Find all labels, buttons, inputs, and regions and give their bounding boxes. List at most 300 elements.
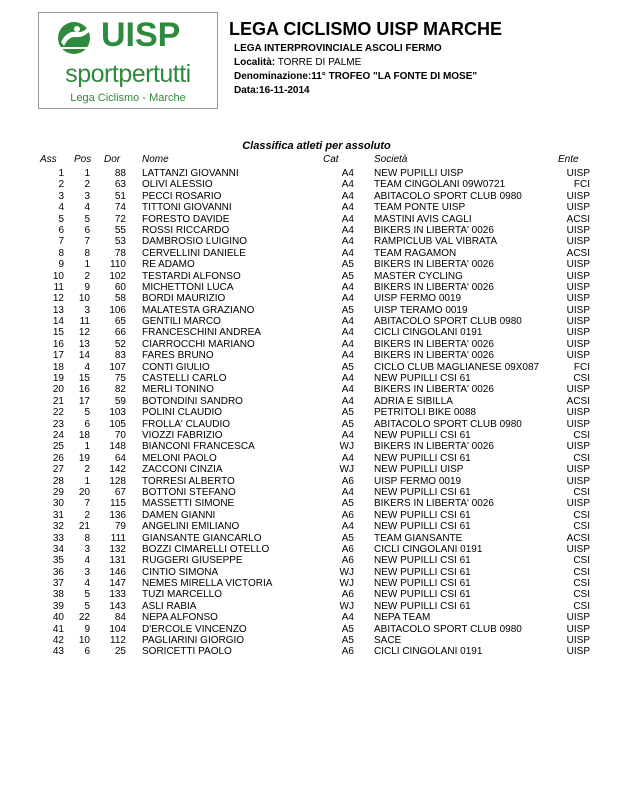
- team-name: NEW PUPILLI UISP: [374, 464, 464, 476]
- organization: UISP: [566, 304, 590, 316]
- team-name: BIKERS IN LIBERTA' 0026: [374, 441, 494, 453]
- table-row: [0, 191, 633, 202]
- athlete-name: MERLI TONINO: [142, 384, 214, 396]
- rank-category: 20: [78, 486, 90, 498]
- bib-number: 147: [109, 578, 126, 590]
- date-label: Data:: [234, 85, 260, 96]
- rank-category: 3: [84, 304, 90, 316]
- category: A4: [341, 521, 354, 533]
- logo-tagline: sportpertutti: [65, 60, 191, 88]
- athlete-name: TITTONI GIOVANNI: [142, 202, 232, 214]
- table-row: [0, 441, 633, 452]
- athlete-name: FROLLA' CLAUDIO: [142, 418, 231, 430]
- rank-overall: 5: [58, 213, 64, 225]
- team-name: UISP FERMO 0019: [374, 293, 462, 305]
- organization: UISP: [566, 543, 590, 555]
- athlete-name: CONTI GIULIO: [142, 361, 210, 373]
- table-row: [0, 419, 633, 430]
- bib-number: 115: [110, 498, 126, 510]
- column-header-pos: Pos: [74, 154, 92, 165]
- team-name: TEAM CINGOLANI 09W0721: [374, 179, 506, 191]
- bib-number: 110: [110, 259, 126, 271]
- rank-category: 5: [84, 589, 90, 601]
- rank-category: 6: [84, 224, 90, 236]
- bib-number: 64: [114, 452, 126, 464]
- rank-category: 18: [78, 429, 90, 441]
- table-row: [0, 601, 633, 612]
- column-header-societa: Società: [374, 154, 408, 165]
- category: WJ: [339, 600, 354, 612]
- table-row: [0, 635, 633, 646]
- event-name-value: 11° TROFEO "LA FONTE DI MOSE": [311, 71, 478, 82]
- rank-category: 8: [84, 247, 90, 259]
- rank-category: 2: [84, 464, 90, 476]
- rank-category: 5: [84, 213, 90, 225]
- table-row: [0, 179, 633, 190]
- athlete-name: LATTANZI GIOVANNI: [142, 168, 239, 179]
- team-name: ABITACOLO SPORT CLUB 0980: [374, 418, 522, 430]
- organization: UISP: [566, 635, 590, 647]
- rank-overall: 12: [52, 293, 64, 305]
- athlete-name: PECCI ROSARIO: [142, 190, 222, 202]
- team-name: TEAM GIANSANTE: [374, 532, 463, 544]
- rank-overall: 3: [58, 190, 64, 202]
- organization: UISP: [566, 224, 590, 236]
- organization: UISP: [566, 384, 590, 396]
- team-name: ABITACOLO SPORT CLUB 0980: [374, 623, 522, 635]
- organization: CSI: [573, 589, 590, 601]
- uisp-logo: [38, 12, 218, 109]
- athlete-name: BOZZI CIMARELLI OTELLO: [142, 543, 270, 555]
- team-name: RAMPICLUB VAL VIBRATA: [374, 236, 497, 248]
- team-name: NEW PUPILLI CSI 61: [374, 578, 471, 590]
- table-row: [0, 407, 633, 418]
- team-name: NEW PUPILLI CSI 61: [374, 555, 471, 567]
- bib-number: 148: [109, 441, 126, 453]
- organization: ACSI: [566, 247, 590, 259]
- table-row: [0, 453, 633, 464]
- organization: UISP: [566, 612, 590, 624]
- bib-number: 75: [114, 373, 126, 385]
- rank-overall: 34: [52, 543, 64, 555]
- athlete-name: BOTONDINI SANDRO: [142, 395, 243, 407]
- team-name: CICLO CLUB MAGLIANESE 09X087: [374, 361, 540, 373]
- category: A5: [341, 304, 354, 316]
- athlete-name: MALATESTA GRAZIANO: [142, 304, 255, 316]
- category: A4: [341, 224, 354, 236]
- table-row: [0, 646, 633, 657]
- organization: UISP: [566, 464, 590, 476]
- bib-number: 106: [109, 304, 126, 316]
- rank-category: 10: [78, 293, 90, 305]
- bib-number: 105: [109, 418, 126, 430]
- table-row: [0, 384, 633, 395]
- rank-category: 6: [84, 646, 90, 658]
- team-name: TEAM PONTE UISP: [374, 202, 466, 214]
- category: A4: [341, 384, 354, 396]
- athlete-name: ASLI RABIA: [142, 600, 197, 612]
- athlete-name: ANGELINI EMILIANO: [142, 521, 240, 533]
- table-row: [0, 305, 633, 316]
- team-name: BIKERS IN LIBERTA' 0026: [374, 259, 494, 271]
- rank-overall: 25: [52, 441, 64, 453]
- bib-number: 131: [109, 555, 126, 567]
- team-name: NEW PUPILLI CSI 61: [374, 600, 471, 612]
- category: A6: [341, 589, 354, 601]
- bib-number: 78: [114, 247, 126, 259]
- athlete-name: FORESTO DAVIDE: [142, 213, 230, 225]
- athlete-name: MICHETTONI LUCA: [142, 281, 234, 293]
- category: A4: [341, 350, 354, 362]
- rank-overall: 26: [52, 452, 64, 464]
- column-header-nome: Nome: [142, 154, 169, 165]
- athlete-name: RE ADAMO: [142, 259, 195, 271]
- rank-overall: 29: [52, 486, 64, 498]
- organization: UISP: [566, 293, 590, 305]
- table-row: [0, 624, 633, 635]
- category: A6: [341, 509, 354, 521]
- category: A5: [341, 418, 354, 430]
- organization: FCI: [573, 179, 590, 191]
- team-name: UISP TERAMO 0019: [374, 304, 468, 316]
- team-name: MASTER CYCLING: [374, 270, 463, 282]
- organization: UISP: [566, 327, 590, 339]
- category: A6: [341, 555, 354, 567]
- bib-number: 74: [114, 202, 126, 214]
- category: A5: [341, 407, 354, 419]
- category: A4: [341, 486, 354, 498]
- rank-category: 10: [78, 635, 90, 647]
- bib-number: 132: [109, 543, 126, 555]
- organization: UISP: [566, 270, 590, 282]
- team-name: BIKERS IN LIBERTA' 0026: [374, 384, 494, 396]
- category: WJ: [339, 578, 354, 590]
- category: A4: [341, 429, 354, 441]
- rank-category: 7: [84, 498, 90, 510]
- rank-overall: 28: [52, 475, 64, 487]
- athlete-name: CINTIO SIMONA: [142, 566, 219, 578]
- table-row: [0, 578, 633, 589]
- bib-number: 107: [109, 361, 126, 373]
- bib-number: 146: [109, 566, 126, 578]
- table-row: [0, 510, 633, 521]
- organization: ACSI: [566, 395, 590, 407]
- bib-number: 103: [109, 407, 126, 419]
- logo-brand: UISP: [101, 16, 181, 54]
- team-name: CICLI CINGOLANI 0191: [374, 543, 483, 555]
- team-name: NEPA TEAM: [374, 612, 431, 624]
- category: A5: [341, 623, 354, 635]
- rank-overall: 7: [58, 236, 64, 248]
- results-table: [0, 168, 633, 658]
- team-name: NEW PUPILLI CSI 61: [374, 521, 471, 533]
- category: A5: [341, 259, 354, 271]
- bib-number: 136: [109, 509, 126, 521]
- organization: CSI: [573, 578, 590, 590]
- rank-overall: 9: [58, 259, 64, 271]
- category: A4: [341, 247, 354, 259]
- table-row: [0, 350, 633, 361]
- rank-overall: 36: [52, 566, 64, 578]
- team-name: TEAM RAGAMON: [374, 247, 457, 259]
- rank-overall: 4: [58, 202, 64, 214]
- rank-category: 3: [84, 543, 90, 555]
- team-name: PETRITOLI BIKE 0088: [374, 407, 477, 419]
- organization: CSI: [573, 486, 590, 498]
- athlete-name: GENTILI MARCO: [142, 316, 221, 328]
- rank-category: 2: [84, 509, 90, 521]
- table-row: [0, 248, 633, 259]
- rank-overall: 6: [58, 224, 64, 236]
- bib-number: 112: [110, 635, 126, 647]
- organization: UISP: [566, 350, 590, 362]
- rank-overall: 21: [52, 395, 64, 407]
- table-row: [0, 168, 633, 179]
- team-name: ABITACOLO SPORT CLUB 0980: [374, 190, 522, 202]
- rank-category: 3: [84, 566, 90, 578]
- rank-category: 15: [78, 373, 90, 385]
- date-value: 16-11-2014: [259, 85, 310, 96]
- organization: UISP: [566, 498, 590, 510]
- athlete-name: POLINI CLAUDIO: [142, 407, 223, 419]
- bib-number: 63: [114, 179, 126, 191]
- rank-overall: 40: [52, 612, 64, 624]
- athlete-name: TESTARDI ALFONSO: [142, 270, 241, 282]
- bib-number: 55: [114, 224, 126, 236]
- organization: UISP: [566, 259, 590, 271]
- bib-number: 142: [109, 464, 126, 476]
- athlete-name: OLIVI ALESSIO: [142, 179, 213, 191]
- athlete-name: PAGLIARINI GIORGIO: [142, 635, 245, 647]
- organization: UISP: [566, 202, 590, 214]
- classification-title: Classifica atleti per assoluto: [242, 140, 391, 152]
- bib-number: 79: [114, 521, 126, 533]
- category: A4: [341, 281, 354, 293]
- bib-number: 83: [114, 350, 126, 362]
- column-header-cat: Cat: [323, 154, 339, 165]
- bib-number: 66: [114, 327, 126, 339]
- rank-overall: 42: [52, 635, 64, 647]
- organization: UISP: [566, 418, 590, 430]
- team-name: NEW PUPILLI CSI 61: [374, 566, 471, 578]
- category: A4: [341, 612, 354, 624]
- athlete-name: GIANSANTE GIANCARLO: [142, 532, 262, 544]
- category: A4: [341, 213, 354, 225]
- bib-number: 143: [109, 600, 126, 612]
- team-name: BIKERS IN LIBERTA' 0026: [374, 350, 494, 362]
- rank-category: 6: [84, 418, 90, 430]
- rank-category: 2: [84, 179, 90, 191]
- category: WJ: [339, 464, 354, 476]
- rank-overall: 10: [52, 270, 64, 282]
- team-name: BIKERS IN LIBERTA' 0026: [374, 498, 494, 510]
- location-value: TORRE DI PALME: [277, 57, 362, 68]
- category: A4: [341, 452, 354, 464]
- category: A4: [341, 293, 354, 305]
- organization: ACSI: [566, 532, 590, 544]
- table-row: [0, 259, 633, 270]
- rank-category: 11: [79, 316, 90, 328]
- rank-overall: 24: [52, 429, 64, 441]
- category: A4: [341, 338, 354, 350]
- rank-overall: 16: [52, 338, 64, 350]
- team-name: NEW PUPILLI CSI 61: [374, 486, 471, 498]
- bib-number: 84: [114, 612, 126, 624]
- organization: UISP: [566, 168, 590, 179]
- rank-overall: 2: [58, 179, 64, 191]
- athlete-name: CASTELLI CARLO: [142, 373, 227, 385]
- bib-number: 102: [109, 270, 126, 282]
- rank-overall: 37: [52, 578, 64, 590]
- table-row: [0, 271, 633, 282]
- rank-overall: 27: [52, 464, 64, 476]
- league-subtitle: LEGA INTERPROVINCIALE ASCOLI FERMO: [234, 43, 442, 54]
- organization: FCI: [573, 361, 590, 373]
- table-row: [0, 327, 633, 338]
- team-name: NEW PUPILLI CSI 61: [374, 373, 471, 385]
- athlete-name: MASSETTI SIMONE: [142, 498, 235, 510]
- column-header-ente: Ente: [558, 154, 579, 165]
- team-name: NEW PUPILLI CSI 61: [374, 509, 471, 521]
- athlete-name: CERVELLINI DANIELE: [142, 247, 246, 259]
- rank-category: 4: [84, 361, 90, 373]
- team-name: NEW PUPILLI UISP: [374, 168, 464, 179]
- team-name: BIKERS IN LIBERTA' 0026: [374, 224, 494, 236]
- team-name: CICLI CINGOLANI 0191: [374, 646, 483, 658]
- organization: CSI: [573, 452, 590, 464]
- table-row: [0, 214, 633, 225]
- rank-overall: 39: [52, 600, 64, 612]
- organization: UISP: [566, 407, 590, 419]
- rank-overall: 13: [52, 304, 64, 316]
- table-row: [0, 612, 633, 623]
- bib-number: 111: [110, 532, 126, 544]
- athlete-name: NEPA ALFONSO: [142, 612, 218, 624]
- organization: CSI: [573, 555, 590, 567]
- rank-overall: 14: [52, 316, 64, 328]
- rank-category: 1: [84, 168, 90, 179]
- category: A4: [341, 168, 354, 179]
- bib-number: 51: [114, 190, 126, 202]
- column-header-dor: Dor: [104, 154, 121, 165]
- rank-category: 8: [84, 532, 90, 544]
- rank-overall: 32: [52, 521, 64, 533]
- rank-category: 9: [84, 281, 90, 293]
- table-row: [0, 293, 633, 304]
- athlete-name: BOTTONI STEFANO: [142, 486, 236, 498]
- rank-overall: 19: [52, 373, 64, 385]
- organization: UISP: [566, 190, 590, 202]
- athlete-name: DAMBROSIO LUIGINO: [142, 236, 248, 248]
- athlete-name: BORDI MAURIZIO: [142, 293, 226, 305]
- event-name-line: [234, 70, 477, 83]
- team-name: SACE: [374, 635, 402, 647]
- category: A4: [341, 395, 354, 407]
- page-title: LEGA CICLISMO UISP MARCHE: [229, 19, 503, 39]
- bib-number: 58: [114, 293, 126, 305]
- category: A5: [341, 361, 354, 373]
- rank-overall: 33: [52, 532, 64, 544]
- rank-category: 22: [78, 612, 90, 624]
- category: WJ: [339, 441, 354, 453]
- organization: CSI: [573, 521, 590, 533]
- organization: UISP: [566, 281, 590, 293]
- bib-number: 65: [114, 316, 126, 328]
- event-name-label: Denominazione:: [234, 71, 312, 82]
- rank-overall: 8: [58, 247, 64, 259]
- athlete-name: CIARROCCHI MARIANO: [142, 338, 255, 350]
- table-row: [0, 555, 633, 566]
- table-row: [0, 464, 633, 475]
- category: A5: [341, 498, 354, 510]
- team-name: NEW PUPILLI CSI 61: [374, 589, 471, 601]
- rank-overall: 38: [52, 589, 64, 601]
- team-name: BIKERS IN LIBERTA' 0026: [374, 338, 494, 350]
- table-row: [0, 544, 633, 555]
- athlete-name: DAMEN GIANNI: [142, 509, 216, 521]
- rank-category: 19: [78, 452, 90, 464]
- athlete-name: ROSSI RICCARDO: [142, 224, 230, 236]
- organization: CSI: [573, 373, 590, 385]
- table-row: [0, 521, 633, 532]
- organization: ACSI: [566, 213, 590, 225]
- rank-overall: 43: [52, 646, 64, 658]
- rank-overall: 31: [52, 509, 64, 521]
- rank-overall: 17: [52, 350, 64, 362]
- rank-category: 5: [84, 600, 90, 612]
- organization: CSI: [573, 509, 590, 521]
- rank-category: 4: [84, 555, 90, 567]
- table-row: [0, 202, 633, 213]
- rank-overall: 23: [52, 418, 64, 430]
- rank-category: 4: [84, 578, 90, 590]
- table-row: [0, 316, 633, 327]
- rank-overall: 20: [52, 384, 64, 396]
- bib-number: 88: [114, 168, 126, 179]
- athlete-name: TUZI MARCELLO: [142, 589, 223, 601]
- athlete-name: RUGGERI GIUSEPPE: [142, 555, 243, 567]
- athlete-name: FARES BRUNO: [142, 350, 214, 362]
- rank-category: 7: [84, 236, 90, 248]
- team-name: NEW PUPILLI CSI 61: [374, 429, 471, 441]
- bib-number: 72: [114, 213, 126, 225]
- category: A5: [341, 532, 354, 544]
- rank-category: 9: [84, 623, 90, 635]
- athlete-name: NEMES MIRELLA VICTORIA: [142, 578, 273, 590]
- rank-category: 1: [84, 259, 90, 271]
- table-row: [0, 567, 633, 578]
- category: A6: [341, 543, 354, 555]
- rank-category: 13: [78, 338, 90, 350]
- bib-number: 104: [109, 623, 126, 635]
- category: A4: [341, 190, 354, 202]
- rank-overall: 18: [52, 361, 64, 373]
- table-row: [0, 373, 633, 384]
- table-row: [0, 362, 633, 373]
- organization: UISP: [566, 441, 590, 453]
- team-name: NEW PUPILLI CSI 61: [374, 452, 471, 464]
- bib-number: 25: [114, 646, 126, 658]
- category: WJ: [339, 566, 354, 578]
- rank-category: 1: [84, 441, 90, 453]
- athlete-name: D'ERCOLE VINCENZO: [142, 623, 247, 635]
- athlete-name: VIOZZI FABRIZIO: [142, 429, 223, 441]
- table-row: [0, 533, 633, 544]
- rank-overall: 1: [58, 168, 64, 179]
- organization: UISP: [566, 475, 590, 487]
- organization: UISP: [566, 646, 590, 658]
- bib-number: 60: [114, 281, 126, 293]
